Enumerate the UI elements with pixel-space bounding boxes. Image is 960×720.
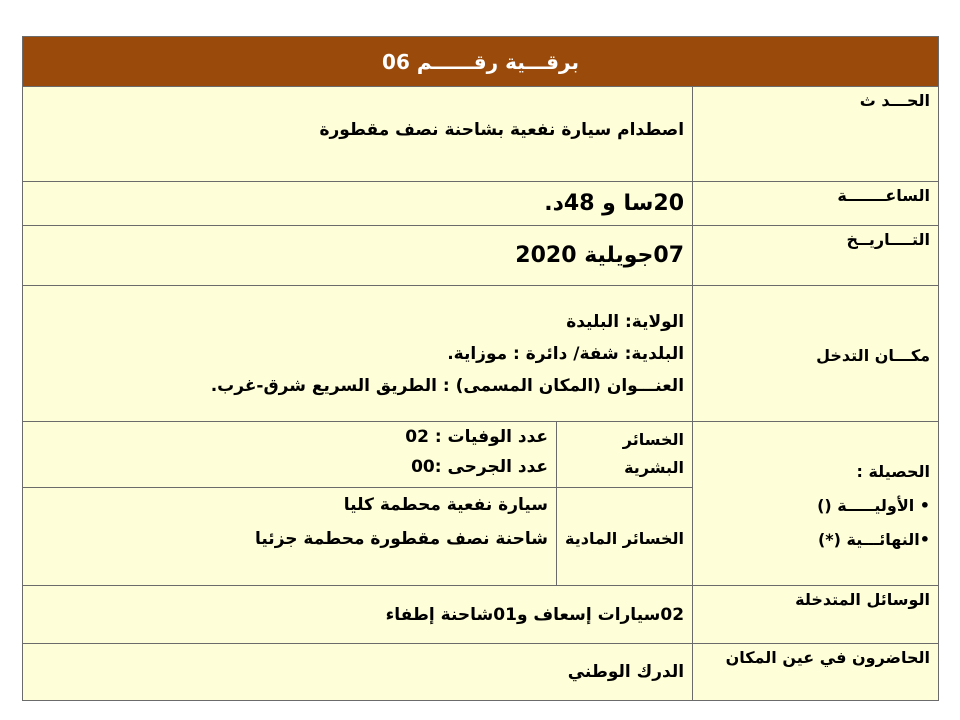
outcome-cell <box>693 422 939 586</box>
means-row <box>23 586 939 644</box>
time-value: 20سا و 48د. <box>23 182 693 226</box>
material-losses-label: الخسائر المادية <box>557 488 693 586</box>
injured-count: عدد الجرحى :00 <box>411 457 549 477</box>
location-line: العنـــوان (المكان المسمى) : الطريق السريع شرق-غرب. <box>210 375 685 396</box>
event-label: الحـــد ث <box>693 87 939 182</box>
human-losses-row <box>23 422 939 488</box>
location-row <box>23 286 939 422</box>
time-row <box>23 182 939 226</box>
present-row <box>23 644 939 701</box>
report-title: برقـــية رقــــــم 06 <box>23 37 939 87</box>
deaths-count: عدد الوفيات : 02 <box>405 427 549 447</box>
outcome-item-initial: • الأوليـــــة () <box>817 495 931 515</box>
material-losses-value <box>23 488 557 586</box>
location-line: الولاية: البليدة <box>566 311 685 332</box>
location-label: مكـــان التدخل <box>693 286 939 422</box>
present-label: الحاضرون في عين المكان <box>693 644 939 701</box>
present-value: الدرك الوطني <box>23 644 693 701</box>
time-label: الساعـــــــة <box>693 182 939 226</box>
title-row <box>23 37 939 87</box>
event-value <box>23 87 693 182</box>
report-table <box>22 36 939 701</box>
outcome-label: الحصيلة : <box>856 461 931 481</box>
date-value: 07جويلية 2020 <box>23 226 693 286</box>
means-value: 02سيارات إسعاف و01شاحنة إطفاء <box>23 586 693 644</box>
material-loss-line: سيارة نفعية محطمة كليا <box>343 495 549 515</box>
means-label: الوسائل المتدخلة <box>693 586 939 644</box>
date-label: التــــاريــخ <box>693 226 939 286</box>
location-line: البلدية: شفة/ دائرة : موزاية. <box>447 343 685 364</box>
event-text: اصطدام سيارة نفعية بشاحنة نصف مقطورة <box>319 120 685 140</box>
human-losses-label: الخسائر البشرية <box>557 422 693 488</box>
date-row <box>23 226 939 286</box>
material-loss-line: شاحنة نصف مقطورة محطمة جزئيا <box>254 529 549 549</box>
location-value <box>23 286 693 422</box>
report-sheet <box>22 36 938 700</box>
outcome-item-final: •النهائـــية (*) <box>817 529 931 549</box>
human-losses-value <box>23 422 557 488</box>
event-row <box>23 87 939 182</box>
